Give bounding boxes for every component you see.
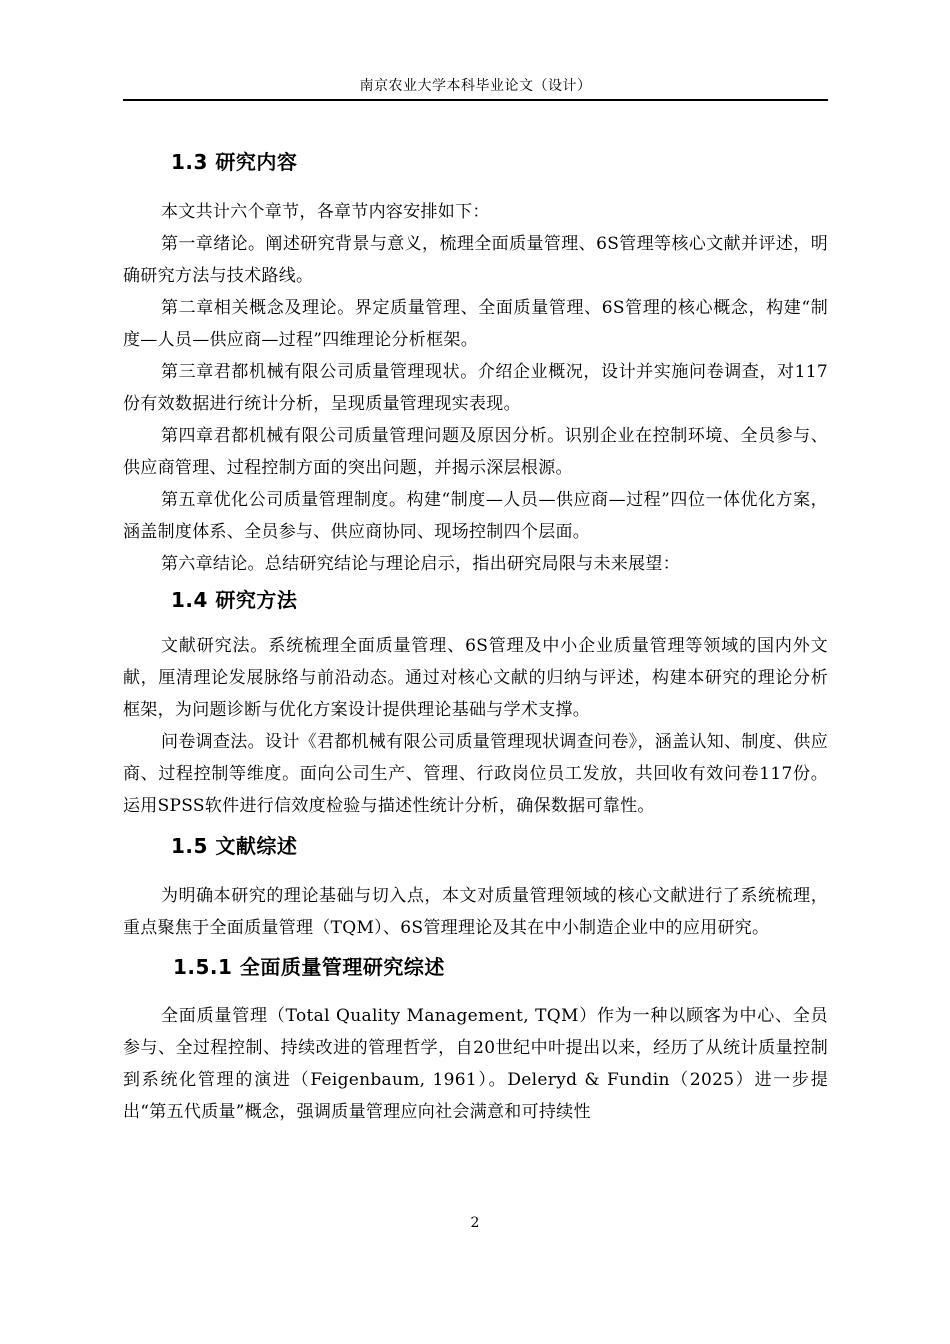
paragraph: 问卷调查法。设计《君都机械有限公司质量管理现状调查问卷》，涵盖认知、制度、供应商、过程控制等维度。面向公司生产、管理、行政岗位员工发放，共回收有效问卷117份。运用SPSS软件进行信效度检验与描述性统计分析，确保数据可靠性。 (123, 732, 828, 816)
paragraph: 本文共计六个章节，各章节内容安排如下： (161, 202, 490, 222)
section-heading-1-3: 1.3 研究内容 (171, 150, 298, 174)
page-content (123, 138, 828, 1128)
subsection-heading-1-5-1: 1.5.1 全面质量管理研究综述 (173, 955, 445, 979)
paragraph: 第六章结论。总结研究结论与理论启示，指出研究局限与未来展望： (161, 554, 680, 574)
section-heading-1-5: 1.5 文献综述 (171, 834, 298, 858)
header-rule (123, 99, 828, 101)
paragraph: 为明确本研究的理论基础与切入点，本文对质量管理领域的核心文献进行了系统梳理，重点聚焦于全面质量管理（TQM）、6S管理理论及其在中小制造企业中的应用研究。 (123, 886, 828, 938)
spacer (123, 186, 828, 196)
page-number: 2 (470, 1215, 480, 1231)
paragraph: 文献研究法。系统梳理全面质量管理、6S管理及中小企业质量管理等领域的国内外文献，厘清理论发展脉络与前沿动态。通过对核心文献的归纳与评述，构建本研究的理论分析框架，为问题诊断与优化方案设计提供理论基础与学术支撑。 (123, 636, 828, 720)
paragraph: 全面质量管理（Total Quality Management, TQM）作为一种以顾客为中心、全员参与、全过程控制、持续改进的管理哲学，自20世纪中叶提出以来，经历了从统计质量控制到系统化管理的演进（Feigenbaum, 1961）。Deleryd & Fundin（2025）进一步提出“第五代质量”概念，强调质量管理应向社会满意和可持续性 (123, 1006, 828, 1122)
paragraph: 第二章相关概念及理论。界定质量管理、全面质量管理、6S管理的核心概念，构建“制度—人员—供应商—过程”四维理论分析框架。 (123, 298, 828, 350)
spacer (123, 870, 828, 880)
paragraph: 第一章绪论。阐述研究背景与意义，梳理全面质量管理、6S管理等核心文献并评述，明确研究方法与技术路线。 (123, 234, 828, 286)
paragraph: 第三章君都机械有限公司质量管理现状。介绍企业概况，设计并实施问卷调查，对117份有效数据进行统计分析，呈现质量管理现实表现。 (123, 362, 828, 414)
paragraph: 第四章君都机械有限公司质量管理问题及原因分析。识别企业在控制环境、全员参与、供应商管理、过程控制方面的突出问题，并揭示深层根源。 (123, 426, 828, 478)
paragraph: 第五章优化公司质量管理制度。构建“制度—人员—供应商—过程”四位一体优化方案，涵盖制度体系、全员参与、供应商协同、现场控制四个层面。 (123, 490, 828, 542)
spacer (123, 990, 828, 1000)
running-header: 南京农业大学本科毕业论文（设计） (359, 78, 592, 94)
spacer (123, 620, 828, 630)
section-heading-1-4: 1.4 研究方法 (171, 588, 298, 612)
